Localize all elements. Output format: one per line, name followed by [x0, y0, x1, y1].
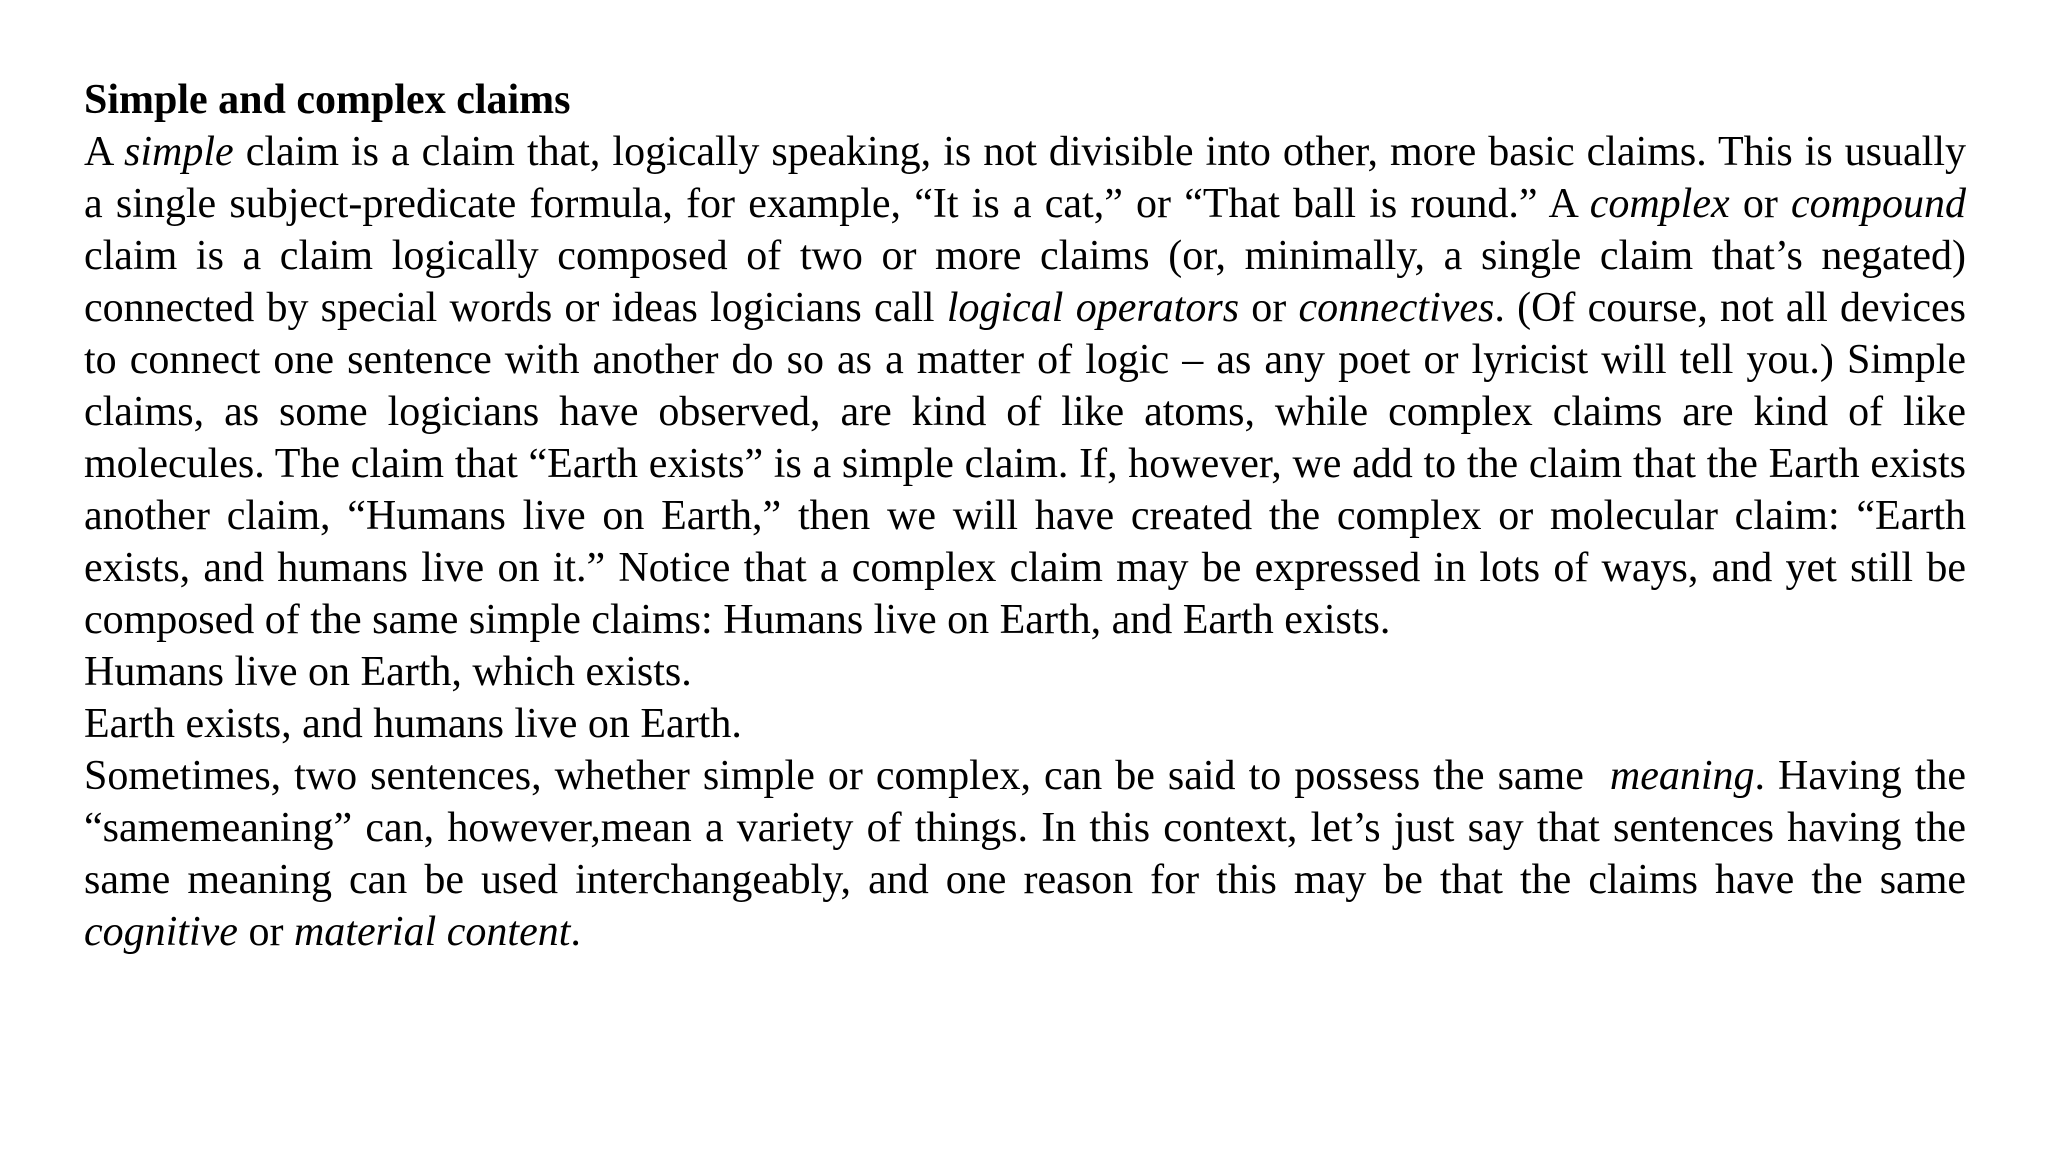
italic-term-material-content: material content — [293, 909, 571, 955]
italic-term-complex: complex — [1589, 181, 1730, 227]
italic-term-compound: compound — [1791, 181, 1966, 227]
document-body — [84, 74, 1966, 958]
example-line-2: Earth exists, and humans live on Earth. — [84, 701, 742, 747]
paragraph-simple-complex — [84, 126, 1966, 646]
text-run: . (Of course, not all devices to connect one sentence with another do so as a matter of logic – as any poet or lyricist will tell you.) Simple claims, as some logicians have observed, are kind of like atoms, while complex claims are kind of like molecules. The claim that “Earth exists” is a simple claim. If, however, we add to the claim that the Earth exists another claim, “Humans live on Earth,” then we will have created the complex or molecular claim: “Earth exists, and humans live on it.” Notice that a complex claim may be expressed in lots of ways, and yet still be composed of the same simple claims: Humans live on Earth, and Earth exists. — [84, 285, 1966, 643]
italic-term-connectives: connectives — [1298, 285, 1495, 331]
text-run: or — [1239, 285, 1299, 331]
section-heading: Simple and complex claims — [84, 77, 571, 123]
italic-term-cognitive: cognitive — [84, 909, 238, 955]
paragraph-meaning — [84, 750, 1966, 958]
example-line-1: Humans live on Earth, which exists. — [84, 649, 692, 695]
italic-term-logical-operators: logical operators — [946, 285, 1240, 331]
italic-term-simple: simple — [124, 129, 234, 175]
italic-term-meaning: meaning — [1609, 753, 1755, 799]
text-run: or — [1729, 181, 1792, 227]
text-run: . Having the “samemeaning” can, however,mean a variety of things. In this context, let’s just say that sentences having the same meaning can be used interchangeably, and one reason for this may be that the claims have the same — [84, 753, 1967, 903]
text-run: claim is a claim that, logically speaking, is not divisible into other, more basic claims. This is usually a single subject-predicate formula, for example, “It is a cat,” or “That ball is round.” A — [84, 129, 1967, 227]
text-run: . — [570, 909, 581, 955]
text-run: claim is a claim logically composed of two or more claims (or, minimally, a single claim that’s negated) connected by special words or ideas logicians call — [84, 233, 1966, 331]
text-run: Sometimes, two sentences, whether simple or complex, can be said to possess the same — [84, 753, 1610, 799]
text-run: A — [84, 129, 125, 175]
text-run: or — [237, 909, 294, 955]
